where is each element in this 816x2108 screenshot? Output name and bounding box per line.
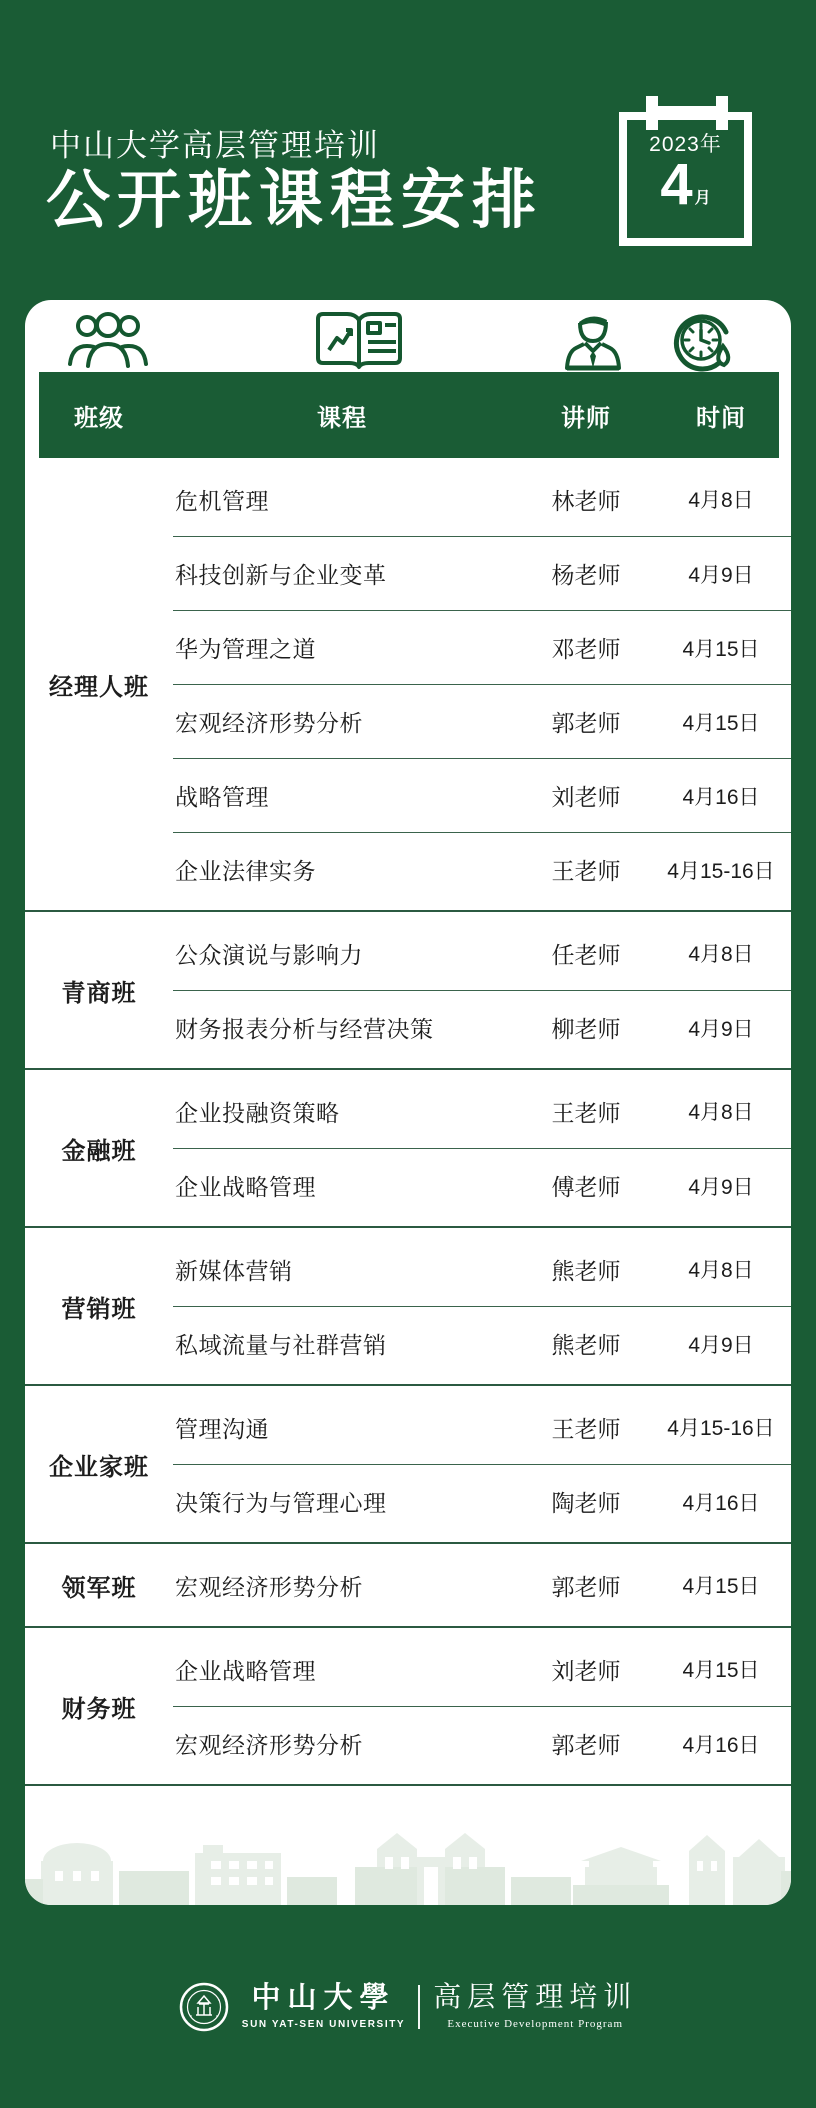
lecturer-cell: 杨老师 (551, 562, 621, 588)
clock-icon (670, 310, 738, 372)
lecturer-cell: 刘老师 (551, 1657, 621, 1684)
time-cell: 4月8日 (688, 1101, 754, 1124)
calendar-month-number: 4 (660, 152, 693, 217)
course-cell: 战略管理 (175, 784, 269, 810)
poster-title: 公开班课程安排 (46, 164, 543, 236)
lecturer-cell: 陶老师 (551, 1490, 621, 1516)
teacher-icon (564, 310, 622, 372)
column-header-lecturer: 讲师 (561, 404, 611, 432)
poster-subtitle: 中山大学高层管理培训 (50, 128, 380, 163)
poster-header (0, 0, 816, 300)
course-row (173, 1548, 791, 1622)
course-cell: 科技创新与企业变革 (175, 562, 387, 588)
lecturer-cell: 任老师 (551, 941, 621, 968)
course-row (173, 536, 791, 610)
lecturer-cell: 柳老师 (551, 1016, 621, 1042)
lecturer-cell: 郭老师 (551, 710, 621, 736)
lecturer-cell: 王老师 (551, 858, 621, 884)
calendar-year: 2023年 (649, 133, 722, 156)
class-name: 青商班 (61, 979, 137, 1007)
column-header-time: 时间 (696, 404, 746, 432)
course-row (173, 1074, 791, 1148)
time-cell: 4月9日 (688, 1017, 754, 1041)
course-row (173, 1390, 791, 1464)
time-cell: 4月9日 (688, 1333, 754, 1357)
course-row (173, 832, 791, 906)
program-name-zh: 高层管理培训 (433, 1981, 638, 2013)
lecturer-cell: 王老师 (551, 1099, 621, 1126)
class-name: 金融班 (61, 1137, 137, 1165)
time-cell: 4月15日 (682, 1575, 760, 1598)
table-bottom-separator (25, 1784, 791, 1786)
course-cell: 财务报表分析与经营决策 (175, 1016, 434, 1042)
course-cell: 宏观经济形势分析 (175, 1732, 363, 1758)
lecturer-cell: 郭老师 (551, 1732, 621, 1758)
class-name: 营销班 (61, 1295, 137, 1323)
course-row (173, 1148, 791, 1222)
poster-footer (0, 1905, 816, 2108)
column-header-class: 班级 (74, 404, 124, 432)
course-row (173, 990, 791, 1064)
university-name-en: SUN YAT-SEN UNIVERSITY (241, 2018, 406, 2030)
course-cell: 宏观经济形势分析 (175, 710, 363, 736)
class-group (25, 1226, 791, 1384)
course-cell: 决策行为与管理心理 (175, 1490, 387, 1516)
course-cell: 宏观经济形势分析 (175, 1573, 363, 1600)
class-name: 经理人班 (49, 673, 149, 701)
table-header-bar (39, 372, 779, 458)
calendar-box (619, 112, 752, 246)
time-cell: 4月15-16日 (667, 859, 775, 883)
class-name: 企业家班 (49, 1453, 149, 1481)
sysu-seal-icon (179, 1982, 229, 2032)
course-row (173, 1632, 791, 1706)
calendar-badge (619, 96, 752, 250)
time-cell: 4月8日 (688, 943, 754, 966)
footer-divider (418, 1985, 420, 2029)
course-table-body (25, 458, 791, 1786)
time-cell: 4月16日 (682, 1733, 760, 1757)
course-row (173, 758, 791, 832)
class-group (25, 1626, 791, 1784)
schedule-card (25, 300, 791, 1905)
lecturer-cell: 林老师 (551, 487, 621, 514)
course-cell: 管理沟通 (175, 1415, 269, 1442)
course-row (173, 1306, 791, 1380)
course-cell: 公众演说与影响力 (175, 941, 363, 968)
time-cell: 4月8日 (688, 1259, 754, 1282)
course-row (173, 1232, 791, 1306)
class-group (25, 910, 791, 1068)
time-cell: 4月9日 (688, 563, 754, 587)
group-icon (67, 310, 149, 368)
time-cell: 4月9日 (688, 1175, 754, 1199)
book-icon (313, 310, 405, 370)
time-cell: 4月16日 (682, 785, 760, 809)
column-icons-row (25, 300, 791, 372)
lecturer-cell: 王老师 (551, 1415, 621, 1442)
class-name: 财务班 (61, 1695, 137, 1723)
course-cell: 企业战略管理 (175, 1657, 316, 1684)
time-cell: 4月15-16日 (667, 1417, 775, 1440)
course-cell: 华为管理之道 (175, 636, 316, 662)
course-cell: 企业投融资策略 (175, 1099, 340, 1126)
course-row (173, 462, 791, 536)
class-name: 领军班 (61, 1574, 137, 1602)
calendar-month-suffix: 月 (694, 189, 711, 207)
class-group (25, 1068, 791, 1226)
class-group (25, 458, 791, 910)
course-row (173, 1706, 791, 1780)
lecturer-cell: 傅老师 (551, 1174, 621, 1200)
class-group (25, 1384, 791, 1542)
course-cell: 私域流量与社群营销 (175, 1332, 387, 1358)
campus-buildings-watermark (25, 1827, 791, 1905)
class-group (25, 1542, 791, 1626)
course-row (173, 916, 791, 990)
column-header-course: 课程 (317, 404, 367, 432)
lecturer-cell: 刘老师 (551, 784, 621, 810)
course-row (173, 610, 791, 684)
time-cell: 4月8日 (688, 489, 754, 512)
lecturer-cell: 郭老师 (551, 1573, 621, 1600)
university-name-zh: 中山大學 (251, 1981, 396, 2014)
course-row (173, 1464, 791, 1538)
lecturer-cell: 熊老师 (551, 1332, 621, 1358)
course-row (173, 684, 791, 758)
time-cell: 4月15日 (682, 711, 760, 735)
program-name-en: Executive Development Program (447, 2017, 623, 2030)
time-cell: 4月15日 (682, 637, 760, 661)
time-cell: 4月16日 (682, 1491, 760, 1515)
lecturer-cell: 邓老师 (551, 636, 621, 662)
course-cell: 企业法律实务 (175, 858, 316, 884)
course-cell: 新媒体营销 (175, 1257, 293, 1284)
course-cell: 危机管理 (175, 487, 269, 514)
lecturer-cell: 熊老师 (551, 1257, 621, 1284)
time-cell: 4月15日 (682, 1659, 760, 1682)
course-cell: 企业战略管理 (175, 1174, 316, 1200)
